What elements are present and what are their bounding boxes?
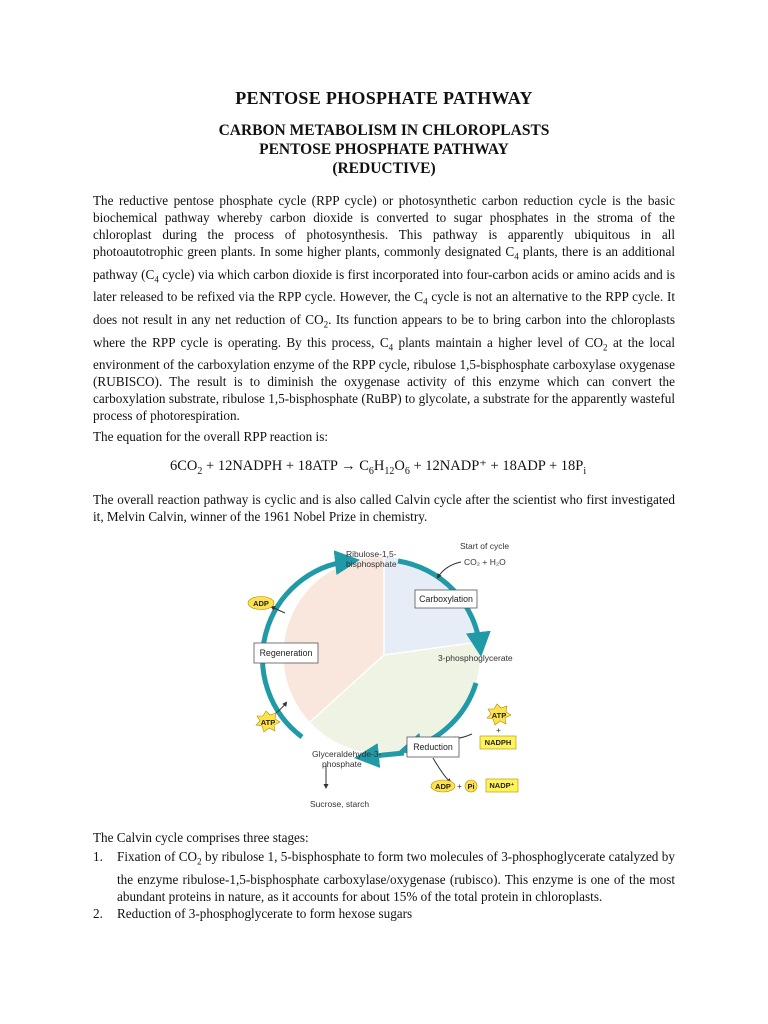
ribulose-label: Ribulose-1,5- xyxy=(346,549,397,559)
subscript: 2 xyxy=(323,319,329,330)
phosphoglycerate-label: 3-phosphoglycerate xyxy=(438,653,513,663)
equation-term: 6CO xyxy=(170,458,198,474)
text-run: at the local environment of the carboxylation enzyme of the RPP cycle, ribulose 1,5-bisphosphate carboxylase oxygenase (RUBISCO). The result is to diminish the oxygenase activity of this enzyme which can convert the carboxylation substrate, ribulose 1,5-bisphosphate (RuBP) to glycolate, a substrate for the apparently wasteful process of photorespiration. xyxy=(93,334,675,424)
pi-badge xyxy=(465,780,477,792)
plus-sign: + xyxy=(496,725,501,735)
reduction-label: Reduction xyxy=(413,742,453,752)
text-run: cycle is not an alternative to the RPP cycle. It does not result in any net reduction of CO xyxy=(93,289,676,327)
carboxylation-label: Carboxylation xyxy=(419,594,473,604)
text-run: cycle) via which carbon dioxide is first incorporated into four-carbon acids or amino acids and is later released to be refixed via the RPP cycle. However, the C xyxy=(93,266,675,305)
equation-term: H xyxy=(373,458,385,474)
atp-star-left xyxy=(256,711,280,732)
text-run: Reduction of 3-phosphoglycerate to form hexose sugars xyxy=(117,905,413,921)
subscript: 4 xyxy=(423,296,428,307)
equation-intro: The equation for the overall RPP reaction is: xyxy=(93,429,328,444)
equation-term: + 12NADPH + 18ATP → C xyxy=(202,458,369,474)
reduction-box xyxy=(407,737,459,757)
products-output-arrow xyxy=(433,758,450,782)
text-run: . Its function appears to be to bring carbon into the chloroplasts where the RPP cycle is operating. By this process, C xyxy=(93,311,675,350)
adp-badge-bottom xyxy=(431,780,455,792)
text-run: plants maintain a higher level of CO xyxy=(393,334,604,350)
list-number: 1. xyxy=(93,849,103,864)
stages-intro: The Calvin cycle comprises three stages: xyxy=(93,830,309,845)
nadp-badge xyxy=(486,779,518,792)
text-run: plants, there is an additional pathway (C xyxy=(93,244,675,282)
atp-label: ATP xyxy=(260,718,276,727)
adp-label: ADP xyxy=(253,599,269,608)
co2-h2o-label: CO₂ + H₂O xyxy=(464,557,506,567)
equation-term: O xyxy=(394,458,405,474)
nadph-badge xyxy=(480,736,516,749)
subscript: 6 xyxy=(368,465,374,477)
list-item xyxy=(93,848,675,905)
page-title: PENTOSE PHOSPHATE PATHWAY xyxy=(235,88,533,108)
text-run: by ribulose 1, 5-bisphosphate to form two molecules of 3-phosphoglycerate catalyzed by the enzyme ribulose-1,5-bisphosphate carboxylase/oxygenase (rubisco). This enzyme is one of the most abundant proteins in nature, as it accounts for about 15% of the total protein in chloroplasts. xyxy=(117,849,675,904)
ribulose-label: bisphosphate xyxy=(346,559,397,569)
start-of-cycle-label: Start of cycle xyxy=(460,541,510,551)
subscript: i xyxy=(583,465,587,477)
subscript: 2 xyxy=(603,342,608,353)
stages-list xyxy=(93,848,675,922)
pi-label: Pi xyxy=(467,782,475,791)
plus-sign: + xyxy=(457,781,462,791)
subtitle-line: PENTOSE PHOSPHATE PATHWAY xyxy=(259,141,509,158)
text-run: The reductive pentose phosphate cycle (RPP cycle) or photosynthetic carbon reduction cycle is the basic biochemical pathway whereby carbon dioxide is converted to sugar phosphates in the stroma of the chloroplast during the process of photosynthesis. This pathway is apparently ubiquitous in all photoautotrophic green plants. In some higher plants, commonly designated C xyxy=(93,193,675,259)
intro-paragraph xyxy=(93,192,675,424)
equation-term: + 12NADP⁺ + 18ADP + 18P xyxy=(409,458,584,474)
subtitle-line: CARBON METABOLISM IN CHLOROPLASTS xyxy=(218,122,550,139)
page-subtitle xyxy=(0,121,768,178)
atp-star-right xyxy=(487,704,511,725)
subscript: 2 xyxy=(197,856,202,867)
adp-label: ADP xyxy=(435,782,451,791)
calvin-cycle-diagram xyxy=(228,535,528,817)
glyceraldehyde-label: Glyceraldehyde-3- xyxy=(312,749,382,759)
subscript: 4 xyxy=(388,342,394,353)
regeneration-label: Regeneration xyxy=(259,648,313,658)
atp-label: ATP xyxy=(491,711,507,720)
calvin-paragraph: The overall reaction pathway is cyclic and is also called Calvin cycle after the scientist who first investigated it, Melvin Calvin, winner of the 1961 Nobel Prize in chemistry. xyxy=(93,492,675,524)
rpp-equation xyxy=(170,458,586,477)
carboxylation-box xyxy=(415,590,477,608)
subscript: 4 xyxy=(514,251,519,262)
text-run: Fixation of CO xyxy=(117,849,198,864)
nadp-label: NADP⁺ xyxy=(489,781,515,790)
sucrose-starch-label: Sucrose, starch xyxy=(310,799,370,809)
list-number: 2. xyxy=(93,905,103,921)
subscript: 6 xyxy=(404,465,410,477)
subscript: 4 xyxy=(154,274,159,285)
regeneration-box xyxy=(254,643,318,663)
subtitle-line: (REDUCTIVE) xyxy=(332,160,436,177)
list-item xyxy=(93,905,675,922)
nadph-label: NADPH xyxy=(484,738,512,747)
glyceraldehyde-label: phosphate xyxy=(322,759,362,769)
subscript: 2 xyxy=(197,465,203,477)
subscript: 12 xyxy=(384,465,395,477)
co2-input-arrow xyxy=(438,562,461,577)
adp-badge-top xyxy=(248,597,274,610)
